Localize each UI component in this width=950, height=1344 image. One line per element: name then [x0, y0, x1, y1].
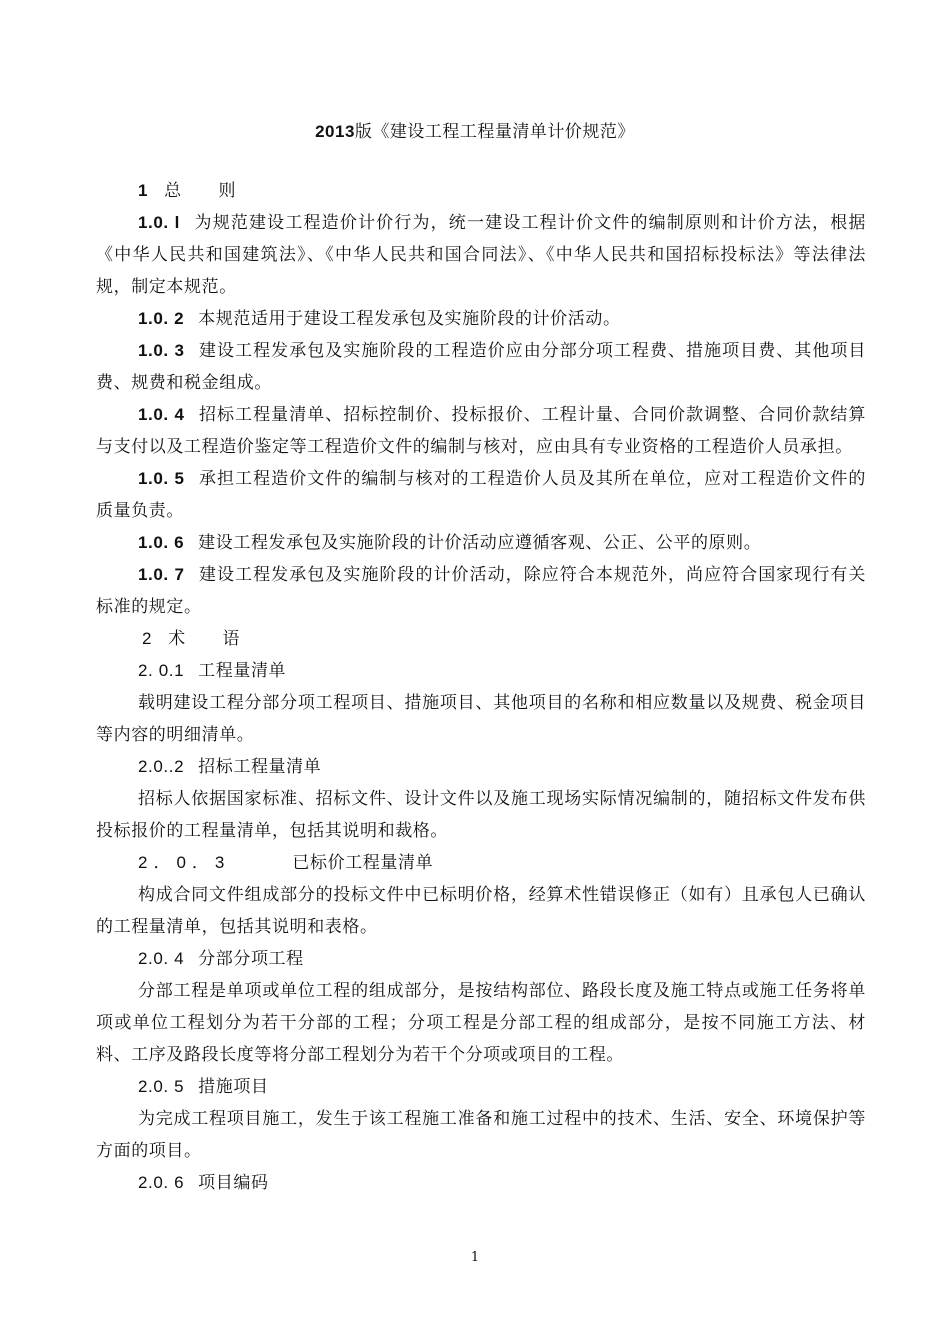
term-title: 已标价工程量清单 — [292, 853, 434, 873]
clause-text: 建设工程发承包及实施阶段的计价活动应遵循客观、公正、公平的原则。 — [198, 533, 762, 553]
section-heading-2 — [96, 623, 866, 655]
term-title: 招标工程量清单 — [198, 757, 322, 777]
section-title: 总 则 — [164, 181, 252, 201]
clause-text: 建设工程发承包及实施阶段的工程造价应由分部分项工程费、措施项目费、其他项目费、规费和税金组成。 — [96, 341, 866, 393]
clause-number: 1.0. l — [138, 213, 180, 232]
clause-1-0-7 — [96, 559, 866, 623]
term-definition: 分部工程是单项或单位工程的组成部分，是按结构部位、路段长度及施工特点或施工任务将单项或单位工程划分为若干分部的工程；分项工程是分部工程的组成部分，是按不同施工方法、材料、工序及路段长度等将分部工程划分为若干个分项或项目的工程。 — [96, 981, 866, 1065]
term-number: 2.0. 6 — [138, 1173, 185, 1192]
clause-text: 为规范建设工程造价计价行为，统一建设工程计价文件的编制原则和计价方法，根据《中华人民共和国建筑法》、《中华人民共和国合同法》、《中华人民共和国招标投标法》等法律法规，制定本规范。 — [96, 213, 866, 297]
term-title: 工程量清单 — [198, 661, 287, 681]
document-body — [96, 175, 866, 1199]
term-number: 2.0. 4 — [138, 949, 185, 968]
term-number: 2.0..2 — [138, 757, 185, 776]
clause-number: 1.0. 7 — [138, 565, 185, 584]
term-definition: 为完成工程项目施工，发生于该工程施工准备和施工过程中的技术、生活、安全、环境保护等方面的项目。 — [96, 1109, 866, 1161]
document-title — [0, 117, 950, 142]
clause-number: 1.0. 5 — [138, 469, 185, 488]
clause-1-0-3 — [96, 335, 866, 399]
title-year: 2013 — [315, 122, 355, 141]
clause-number: 1.0. 2 — [138, 309, 185, 328]
term-number: 2．0．3 — [138, 853, 231, 872]
term-2-0-6 — [96, 1167, 866, 1199]
section-heading-1 — [96, 175, 866, 207]
term-number: 2. 0.1 — [138, 661, 185, 680]
clause-1-0-5 — [96, 463, 866, 527]
clause-text: 招标工程量清单、招标控制价、投标报价、工程计量、合同价款调整、合同价款结算与支付以及工程造价鉴定等工程造价文件的编制与核对，应由具有专业资格的工程造价人员承担。 — [96, 405, 866, 457]
term-title: 项目编码 — [198, 1173, 269, 1193]
section-title: 术 语 — [168, 629, 256, 649]
term-number: 2.0. 5 — [138, 1077, 185, 1096]
term-2-0-3 — [96, 847, 866, 879]
clause-number: 1.0. 3 — [138, 341, 185, 360]
clause-1-0-4 — [96, 399, 866, 463]
term-2-0-5 — [96, 1071, 866, 1103]
clause-1-0-1 — [96, 207, 866, 303]
section-number: 1 — [138, 181, 149, 200]
clause-number: 1.0. 6 — [138, 533, 185, 552]
term-2-0-4 — [96, 943, 866, 975]
term-2-0-2 — [96, 751, 866, 783]
term-title: 措施项目 — [198, 1077, 269, 1097]
term-definition: 招标人依据国家标准、招标文件、设计文件以及施工现场实际情况编制的，随招标文件发布供投标报价的工程量清单，包括其说明和裁格。 — [96, 789, 866, 841]
term-definition: 载明建设工程分部分项工程项目、措施项目、其他项目的名称和相应数量以及规费、税金项目等内容的明细清单。 — [96, 693, 866, 745]
section-number: 2 — [142, 629, 153, 648]
clause-text: 本规范适用于建设工程发承包及实施阶段的计价活动。 — [198, 309, 621, 329]
title-text: 版《建设工程工程量清单计价规范》 — [354, 122, 635, 142]
page-number: 1 — [470, 1250, 480, 1265]
clause-1-0-6 — [96, 527, 866, 559]
clause-1-0-2 — [96, 303, 866, 335]
term-definition: 构成合同文件组成部分的投标文件中已标明价格，经算术性错误修正（如有）且承包人已确认的工程量清单，包括其说明和表格。 — [96, 885, 866, 937]
term-2-0-1 — [96, 655, 866, 687]
clause-number: 1.0. 4 — [138, 405, 185, 424]
clause-text: 承担工程造价文件的编制与核对的工程造价人员及其所在单位，应对工程造价文件的质量负责。 — [96, 469, 866, 521]
term-title: 分部分项工程 — [198, 949, 304, 969]
clause-text: 建设工程发承包及实施阶段的计价活动，除应符合本规范外，尚应符合国家现行有关标准的规定。 — [96, 565, 866, 617]
